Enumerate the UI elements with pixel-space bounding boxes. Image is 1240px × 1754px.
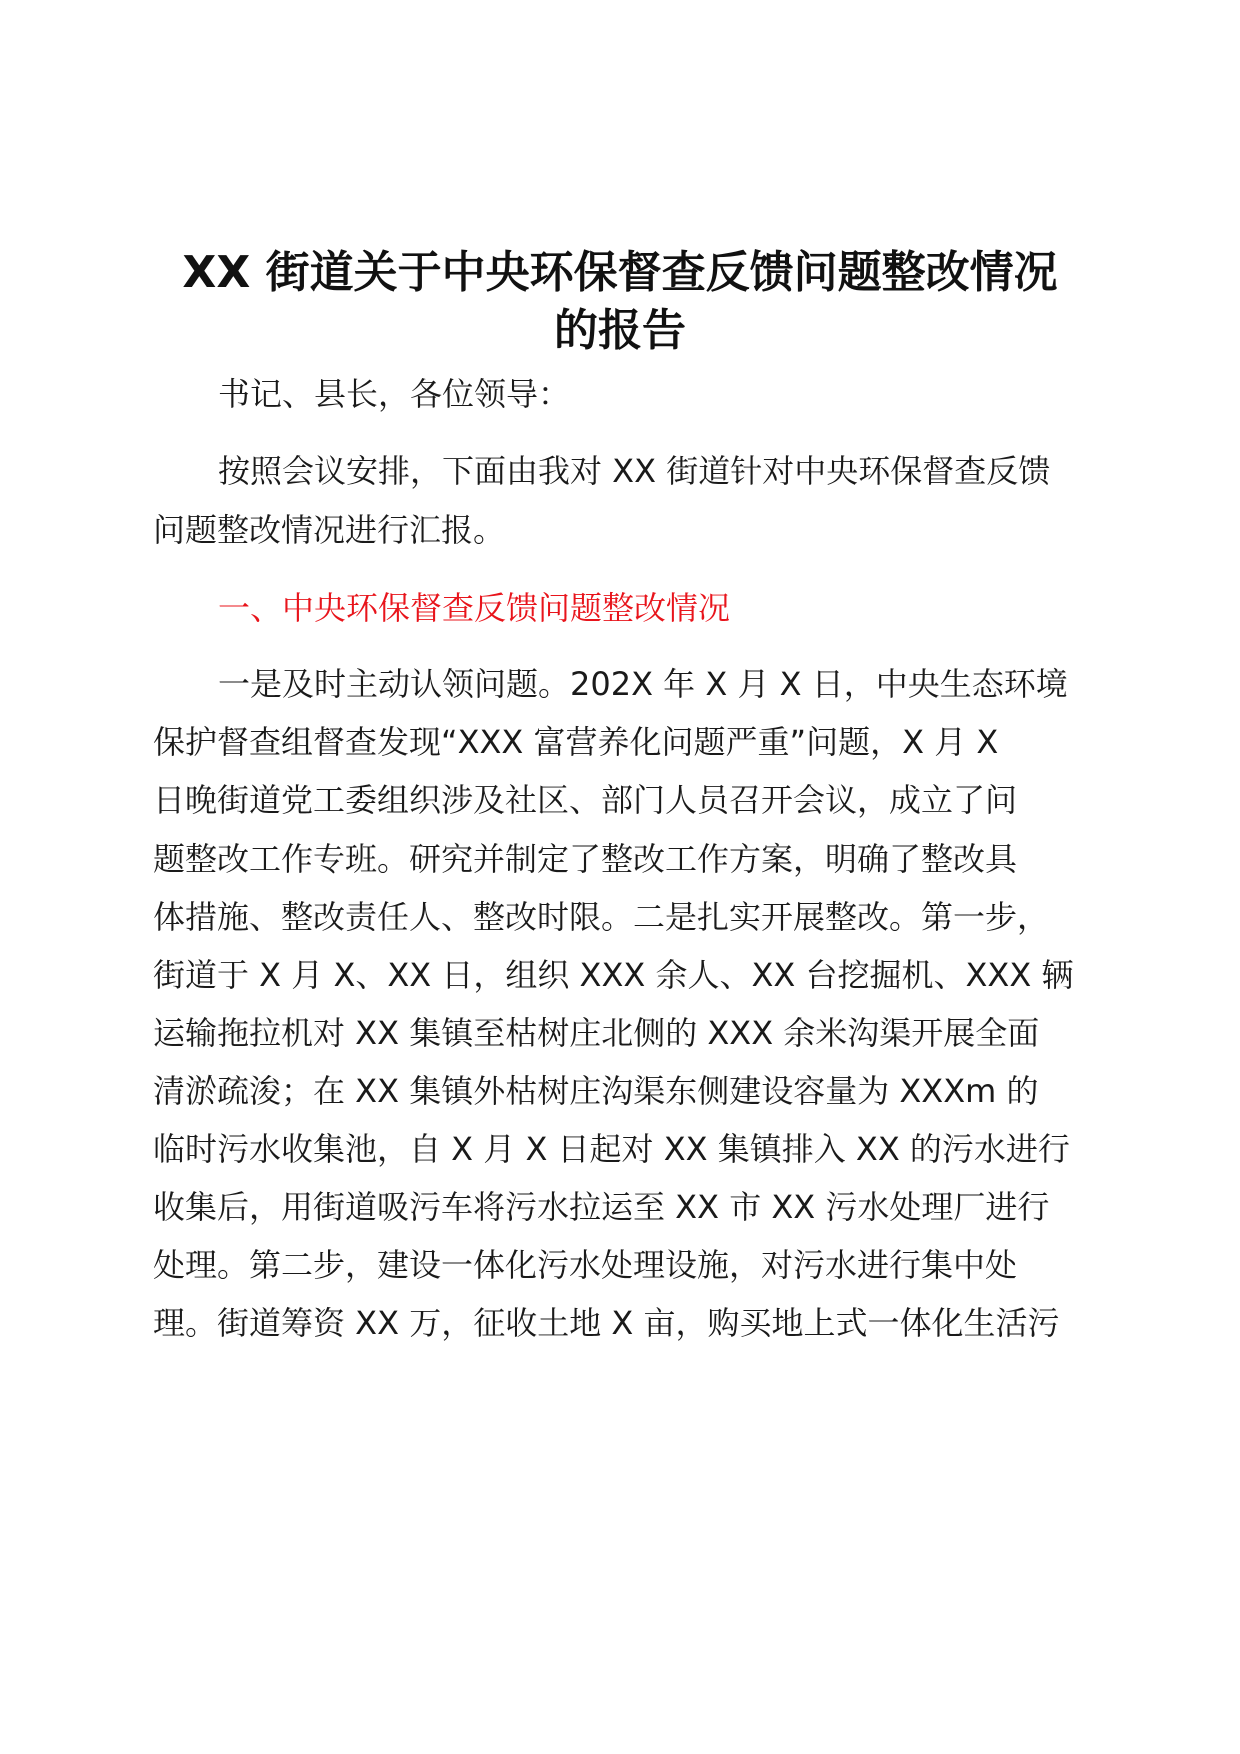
body-line: 清淤疏浚；在 XX 集镇外枯树庄沟渠东侧建设容量为 XXXm 的: [153, 1072, 1039, 1110]
body-line: 一是及时主动认领问题。202X 年 X 月 X 日，中央生态环境: [218, 665, 1068, 703]
body-line: 保护督查组督查发现“XXX 富营养化问题严重”问题，X 月 X: [153, 723, 999, 761]
body-line: 收集后，用街道吸污车将污水拉运至 XX 市 XX 污水处理厂进行: [153, 1188, 1050, 1226]
body-line: 日晚街道党工委组织涉及社区、部门人员召开会议，成立了问: [153, 781, 1018, 819]
body-line: 题整改工作专班。研究并制定了整改工作方案，明确了整改具: [153, 840, 1018, 878]
title-line-1: XX 街道关于中央环保督查反馈问题整改情况: [182, 247, 1058, 298]
title-line-2: 的报告: [554, 305, 686, 356]
body-line: 理。街道筹资 XX 万，征收土地 X 亩，购买地上式一体化生活污: [153, 1304, 1060, 1342]
section-heading: 一、中央环保督查反馈问题整改情况: [218, 589, 731, 627]
document-title: [150, 244, 1090, 360]
body-line: 运输拖拉机对 XX 集镇至枯树庄北侧的 XXX 余米沟渠开展全面: [153, 1014, 1040, 1052]
body-line: 临时污水收集池，自 X 月 X 日起对 XX 集镇排入 XX 的污水进行: [153, 1130, 1070, 1168]
intro-line: 问题整改情况进行汇报。: [153, 511, 506, 549]
intro-line: 按照会议安排，下面由我对 XX 街道针对中央环保督查反馈: [218, 452, 1051, 490]
body-line: 处理。第二步，建设一体化污水处理设施，对污水进行集中处: [153, 1246, 1018, 1284]
salutation: 书记、县长，各位领导：: [218, 375, 571, 413]
body-line: 体措施、整改责任人、整改时限。二是扎实开展整改。第一步，: [153, 898, 1050, 936]
body-line: 街道于 X 月 X、XX 日，组织 XXX 余人、XX 台挖掘机、XXX 辆: [153, 956, 1074, 994]
